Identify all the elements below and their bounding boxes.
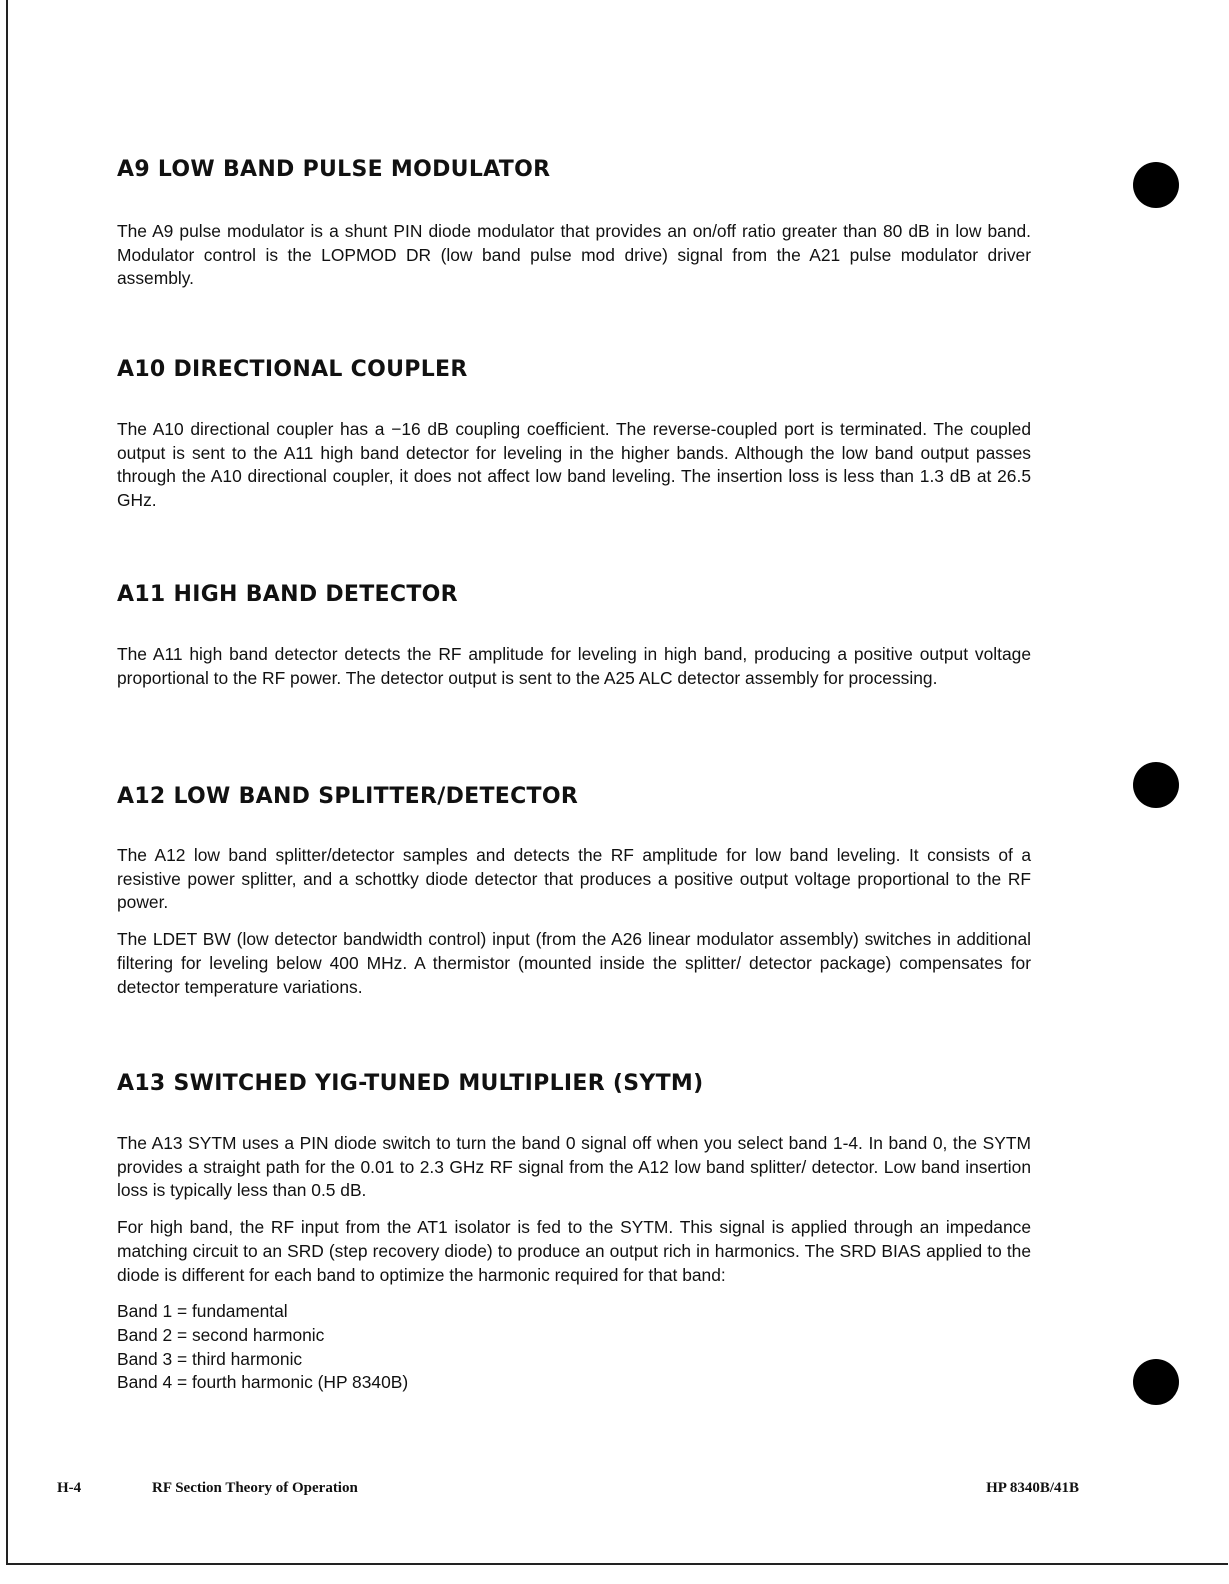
footer-model: HP 8340B/41B xyxy=(986,1480,1079,1496)
band-harmonic-list xyxy=(117,1300,1031,1395)
section-paragraph: The A9 pulse modulator is a shunt PIN diode modulator that provides an on/off ratio greater than 80 dB in low band. Modulator control is the LOPMOD DR (low band pulse mod drive) signal from the A21 pulse modulator driver assembly. xyxy=(117,221,1031,289)
section-heading: A13 SWITCHED YIG-TUNED MULTIPLIER (SYTM) xyxy=(117,1071,704,1096)
binder-hole-bottom xyxy=(1133,1359,1179,1405)
section-paragraph: The A12 low band splitter/detector samples and detects the RF amplitude for low band leveling. It consists of a resistive power splitter, and a schottky diode detector that produces a positive output voltage proportional to the RF power. xyxy=(117,845,1031,913)
list-item: Band 4 = fourth harmonic (HP 8340B) xyxy=(117,1372,409,1393)
section-paragraph: The A13 SYTM uses a PIN diode switch to turn the band 0 signal off when you select band 1-4. In band 0, the SYTM provides a straight path for the 0.01 to 2.3 GHz RF signal from the A12 low band splitter/ detector. Low band insertion loss is typically less than 0.5 dB. xyxy=(117,1133,1031,1201)
section-a9 xyxy=(117,157,1031,291)
section-paragraph: For high band, the RF input from the AT1 isolator is fed to the SYTM. This signal is applied through an impedance matching circuit to an SRD (step recovery diode) to produce an output rich in harmonics. The SRD BIAS applied to the diode is different for each band to optimize the harmonic required for that band: xyxy=(117,1217,1031,1285)
binder-hole-middle xyxy=(1133,762,1179,808)
section-a13 xyxy=(117,1071,1031,1395)
left-margin-rule xyxy=(6,0,8,1565)
list-item: Band 2 = second harmonic xyxy=(117,1324,325,1345)
list-item: Band 3 = third harmonic xyxy=(117,1348,303,1369)
section-heading: A10 DIRECTIONAL COUPLER xyxy=(117,357,468,382)
section-a12 xyxy=(117,784,1031,999)
section-paragraph: The LDET BW (low detector bandwidth control) input (from the A26 linear modulator assembly) switches in additional filtering for leveling below 400 MHz. A thermistor (mounted inside the splitter/ detector package) compensates for detector temperature variations. xyxy=(117,929,1031,997)
footer-section-title: RF Section Theory of Operation xyxy=(152,1480,358,1496)
bottom-margin-rule xyxy=(6,1563,1228,1565)
section-a10 xyxy=(117,357,1031,513)
list-item: Band 1 = fundamental xyxy=(117,1301,288,1322)
section-heading: A12 LOW BAND SPLITTER/DETECTOR xyxy=(117,784,579,809)
section-heading: A11 HIGH BAND DETECTOR xyxy=(117,582,458,607)
footer-page-number: H-4 xyxy=(57,1480,82,1496)
section-a11 xyxy=(117,582,1031,690)
section-heading: A9 LOW BAND PULSE MODULATOR xyxy=(117,157,551,182)
section-paragraph: The A11 high band detector detects the RF amplitude for leveling in high band, producing a positive output voltage proportional to the RF power. The detector output is sent to the A25 ALC detector assembly for processing. xyxy=(117,644,1031,688)
binder-hole-top xyxy=(1133,162,1179,208)
section-paragraph: The A10 directional coupler has a −16 dB coupling coefficient. The reverse-coupled port is terminated. The coupled output is sent to the A11 high band detector for leveling in the higher bands. Although the low band output passes through the A10 directional coupler, it does not affect low band leveling. The insertion loss is less than 1.3 dB at 26.5 GHz. xyxy=(117,419,1031,511)
